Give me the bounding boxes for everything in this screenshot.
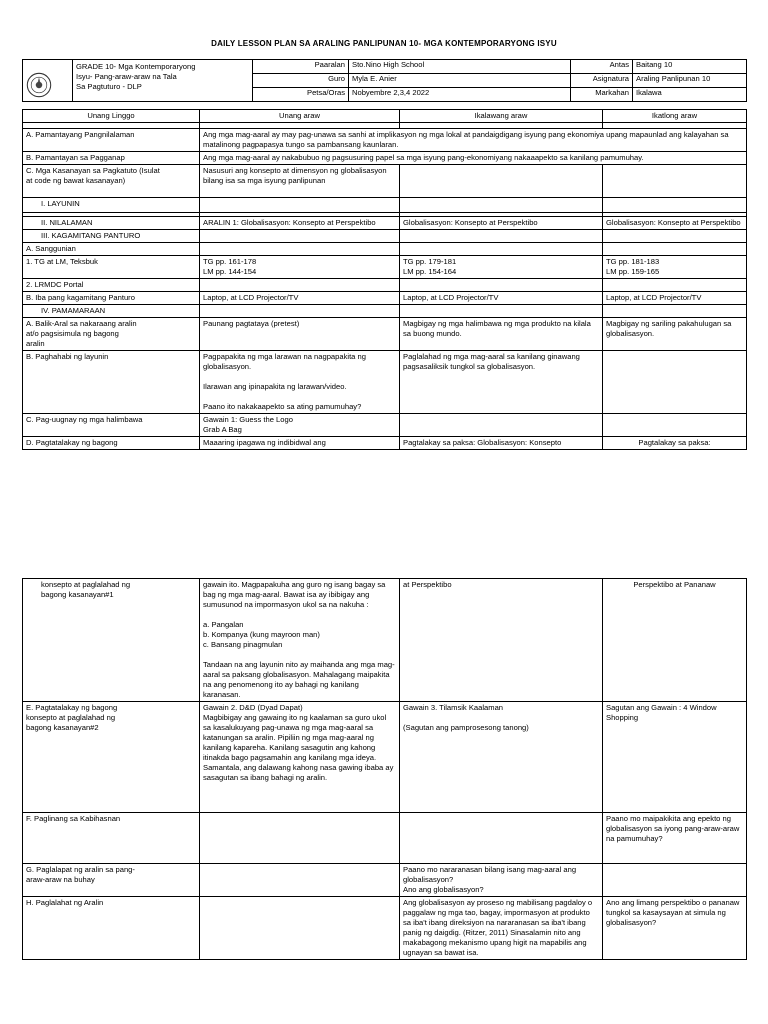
table-row xyxy=(23,318,747,351)
competencies-day1: Nasusuri ang konsepto at dimensyon ng globalisasyon bilang isa sa mga isyung panlipunan xyxy=(200,165,400,198)
review-day3: Magbigay ng sariling pakahulugan sa globalisasyon. xyxy=(603,318,747,351)
table-row xyxy=(23,129,747,152)
table-row xyxy=(23,198,747,213)
table-row xyxy=(23,351,747,414)
discussion2-day1: Gawain 2. D&D (Dyad Dapat) Magbibigay ang gawaing ito ng kaalaman sa guro ukol sa kasalukuyang pag-unawa ng mga mag-aaral sa katanungan sa aralin. Pipiliin ng mga mag-aaral ng kanilang kapareha. Kanilang sasagutin ang kahong itinakda bago pagsamahin ang kanilang mga ideya. Samantala, ang dalawang kahong nasa gawing ibaba ay sasagutan sa ibang bahagi ng aralin. xyxy=(200,702,400,813)
row-label-examples: C. Pag-uugnay ng mga halimbawa xyxy=(23,414,200,437)
table-row xyxy=(23,217,747,230)
row-label-procedure: IV. PAMAMARAAN xyxy=(23,305,200,318)
row-label-materials: III. KAGAMITANG PANTURO xyxy=(23,230,200,243)
table-row xyxy=(23,279,747,292)
col-header-day2: Ikalawang araw xyxy=(400,110,603,123)
row-label-application: G. Paglalapat ng aralin sa pang- araw-araw na buhay xyxy=(23,864,200,897)
header-value-grade: Baitang 10 xyxy=(633,60,747,74)
examples-day1: Gawain 1: Guess the Logo Grab A Bag xyxy=(200,414,400,437)
materials-day2: Laptop, at LCD Projector/TV xyxy=(400,292,603,305)
header-label-teacher: Guro xyxy=(253,74,349,88)
purpose-day1: Pagpapakita ng mga larawan na nagpapakita ng globalisasyon. Ilarawan ang ipinapakita ng larawan/video. Paano ito nakakaapekto sa ating pamumuhay? xyxy=(200,351,400,414)
table-row xyxy=(23,243,747,256)
materials-day3: Laptop, at LCD Projector/TV xyxy=(603,292,747,305)
row-label-discussion-2: E. Pagtatalakay ng bagong konsepto at paglalahad ng bagong kasanayan#2 xyxy=(23,702,200,813)
row-label-objectives: I. LAYUNIN xyxy=(23,198,200,213)
tg-day2: TG pp. 179-181 LM pp. 154-164 xyxy=(400,256,603,279)
discussion1-day2-start: Pagtalakay sa paksa: Globalisasyon: Konsepto xyxy=(400,437,603,450)
discussion1-day1-start: Maaaring ipagawa ng indibidwal ang xyxy=(200,437,400,450)
discussion2-day2: Gawain 3. Tilamsik Kaalaman (Sagutan ang pamprosesong tanong) xyxy=(400,702,603,813)
row-label-tg-lm: 1. TG at LM, Teksbuk xyxy=(23,256,200,279)
table-row xyxy=(23,864,747,897)
col-header-week: Unang Linggo xyxy=(23,110,200,123)
table-row xyxy=(23,437,747,450)
purpose-day2: Paglalahad ng mga mag-aaral sa kanilang ginawang pagsasaliksik tungkol sa globalisasyon. xyxy=(400,351,603,414)
table-row xyxy=(23,414,747,437)
generalization-day2: Ang globalisasyon ay proseso ng mabilisang pagdaloy o paggalaw ng mga tao, bagay, impormasyon at produkto sa iba't ibang direksiyon na nararanasan sa iba't ibang panig ng daigdig. (Ritzer, 2011) Sinasalamin nito ang makabagong mekanismo upang higit na mapabilis ang ugnayan sa bawat isa. xyxy=(400,897,603,960)
header-label-school: Paaralan xyxy=(253,60,349,74)
row-label-review: A. Balik-Aral sa nakaraang aralin at/o pagsisimula ng bagong aralin xyxy=(23,318,200,351)
header-value-subject: Araling Panlipunan 10 xyxy=(633,74,747,88)
table-row xyxy=(23,165,747,198)
row-label-performance-standard: B. Pamantayan sa Pagganap xyxy=(23,152,200,165)
content-day1: ARALIN 1: Globalisasyon: Konsepto at Perspektibo xyxy=(200,217,400,230)
row-label-discussion-1-cont: konsepto at paglalahad ng bagong kasanayan#1 xyxy=(23,579,200,702)
generalization-day3: Ano ang limang perspektibo o pananaw tungkol sa kasaysayan at simula ng globalisasyon? xyxy=(603,897,747,960)
content-standard-text: Ang mga mag-aaral ay may pag-unawa sa sanhi at implikasyon ng mga lokal at pandaigdigang isyung pang ekonomiya upang mapaunlad ang kalayahan sa matalinong pagpapasya tungo sa pambansang kaunlaran. xyxy=(200,129,747,152)
lesson-plan-table-continued xyxy=(22,578,747,960)
row-label-purpose: B. Paghahabi ng layunin xyxy=(23,351,200,414)
discussion1-day1: gawain ito. Magpapakuha ang guro ng isang bagay sa bag ng mga mag-aaral. Bawat isa ay ibibigay ang sumusunod na impormasyon ukol sa na nakuha : a. Pangalan b. Kompanya (kung mayroon man) c. Bansang pinagmulan Tandaan na ang layunin nito ay maihanda ang mga mag-aaral sa paksang globalisasyon. Mahalagang maipakita na ang penomenong ito ay bahagi ng kanilang karanasan. xyxy=(200,579,400,702)
table-row xyxy=(23,813,747,864)
school-seal-cell xyxy=(23,60,73,102)
row-label-discussion-1: D. Pagtatalakay ng bagong xyxy=(23,437,200,450)
row-label-lrmdc: 2. LRMDC Portal xyxy=(23,279,200,292)
row-label-content: II. NILALAMAN xyxy=(23,217,200,230)
row-label-competencies: C. Mga Kasanayan sa Pagkatuto (Isulat at code ng bawat kasanayan) xyxy=(23,165,200,198)
table-row xyxy=(23,230,747,243)
mastery-day3: Paano mo maipakikita ang epekto ng globalisasyon sa iyong pang-araw-araw na pamumuhay? xyxy=(603,813,747,864)
table-row xyxy=(23,897,747,960)
discussion2-day3: Sagutan ang Gawain : 4 Window Shopping xyxy=(603,702,747,813)
header-value-school: Sto.Nino High School xyxy=(349,60,571,74)
tg-day3: TG pp. 181-183 LM pp. 159-165 xyxy=(603,256,747,279)
document-page-2 xyxy=(0,578,768,1024)
review-day1: Paunang pagtataya (pretest) xyxy=(200,318,400,351)
row-label-references: A. Sanggunian xyxy=(23,243,200,256)
row-label-content-standard: A. Pamantayang Pangnilalaman xyxy=(23,129,200,152)
table-header-row xyxy=(23,110,747,123)
lesson-plan-table xyxy=(22,109,747,450)
header-value-date: Nobyembre 2,3,4 2022 xyxy=(349,88,571,102)
content-day3: Globalisasyon: Konsepto at Perspektibo xyxy=(603,217,747,230)
table-row xyxy=(23,292,747,305)
header-label-subject: Asignatura xyxy=(571,74,633,88)
application-day2: Paano mo nararanasan bilang isang mag-aaral ang globalisasyon? Ano ang globalisasyon? xyxy=(400,864,603,897)
review-day2: Magbigay ng mga halimbawa ng mga produkto na kilala sa buong mundo. xyxy=(400,318,603,351)
row-label-generalization: H. Paglalahat ng Aralin xyxy=(23,897,200,960)
col-header-day3: Ikatlong araw xyxy=(603,110,747,123)
discussion1-day3-start: Pagtalakay sa paksa: xyxy=(603,437,747,450)
col-header-day1: Unang araw xyxy=(200,110,400,123)
header-value-quarter: Ikalawa xyxy=(633,88,747,102)
deped-seal-icon xyxy=(26,72,52,98)
header-value-teacher: Myla E. Anier xyxy=(349,74,571,88)
header-table xyxy=(22,59,747,102)
table-row xyxy=(23,579,747,702)
header-label-quarter: Markahan xyxy=(571,88,633,102)
header-document-label: GRADE 10- Mga Kontemporaryong Isyu- Pang-araw-araw na Tala Sa Pagtuturo - DLP xyxy=(73,60,253,102)
materials-day1: Laptop, at LCD Projector/TV xyxy=(200,292,400,305)
row-label-other-materials: B. Iba pang kagamitang Panturo xyxy=(23,292,200,305)
table-row xyxy=(23,256,747,279)
content-day2: Globalisasyon: Konsepto at Perspektibo xyxy=(400,217,603,230)
header-label-grade: Antas xyxy=(571,60,633,74)
table-row xyxy=(23,702,747,813)
tg-day1: TG pp. 161-178 LM pp. 144-154 xyxy=(200,256,400,279)
table-row xyxy=(23,305,747,318)
table-row xyxy=(23,152,747,165)
header-label-date: Petsa/Oras xyxy=(253,88,349,102)
page-title: DAILY LESSON PLAN SA ARALING PANLIPUNAN 10- MGA KONTEMPORARYONG ISYU xyxy=(211,39,557,48)
discussion1-day3: Perspektibo at Pananaw xyxy=(603,579,747,702)
discussion1-day2: at Perspektibo xyxy=(400,579,603,702)
row-label-mastery: F. Paglinang sa Kabihasnan xyxy=(23,813,200,864)
performance-standard-text: Ang mga mag-aaral ay nakabubuo ng pagsusuring papel sa mga isyung pang-ekonomiyang nakaaapekto sa kanilang pamumuhay. xyxy=(200,152,747,165)
